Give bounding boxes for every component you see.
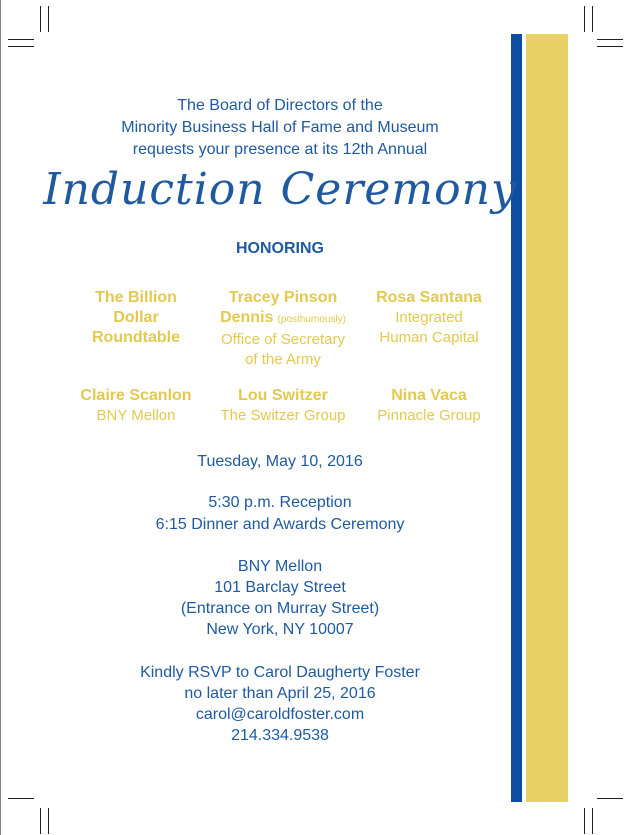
crop-mark: [597, 46, 623, 47]
honoring-label: HONORING: [236, 240, 324, 257]
honoree-name: Nina Vaca: [391, 387, 467, 404]
schedule-item: 6:15 Dinner and Awards Ceremony: [155, 516, 405, 533]
honoree-org: Pinnacle Group: [377, 407, 481, 424]
crop-mark: [597, 39, 623, 40]
crop-mark: [40, 808, 41, 834]
crop-mark: [40, 6, 41, 32]
intro-line: requests your presence at its 12th Annual: [132, 141, 428, 158]
crop-mark: [8, 39, 34, 40]
rsvp-info: [40, 662, 520, 746]
honoree-rosa-santana: [349, 288, 509, 348]
honoree-lou-switzer: [203, 386, 363, 426]
honoree-name: Roundtable: [92, 329, 180, 346]
venue-line: (Entrance on Murray Street): [180, 600, 380, 617]
honoree-name: Tracey Pinson: [228, 289, 338, 306]
event-date: Tuesday, May 10, 2016: [197, 453, 363, 470]
event-venue: [40, 556, 520, 640]
crop-mark: [48, 6, 49, 32]
crop-mark: [592, 6, 593, 32]
crop-mark: [584, 808, 585, 834]
honoree-billion-dollar-roundtable: [56, 288, 216, 348]
crop-mark: [597, 798, 623, 799]
rsvp-phone: 214.334.9538: [231, 727, 329, 744]
honoree-claire-scanlon: [56, 386, 216, 426]
intro-line: Minority Business Hall of Fame and Museum: [121, 119, 439, 136]
honoree-name: Lou Switzer: [238, 387, 328, 404]
honoree-org: BNY Mellon: [96, 407, 176, 424]
rsvp-email: carol@caroldfoster.com: [195, 706, 365, 723]
crop-mark: [592, 808, 593, 834]
page-edge: [0, 0, 1, 835]
honoree-name: Claire Scanlon: [80, 387, 192, 404]
gold-stripe: [526, 34, 568, 802]
honoree-org: Office of Secretary: [221, 331, 345, 348]
crop-mark: [8, 798, 34, 799]
crop-mark: [8, 46, 34, 47]
schedule-item: 5:30 p.m. Reception: [208, 494, 352, 511]
intro-text: [40, 95, 520, 161]
honoree-org: Human Capital: [379, 329, 479, 346]
honoree-org: Integrated: [395, 309, 463, 326]
honoree-org: of the Army: [245, 351, 321, 368]
honoree-note: (posthumously): [277, 314, 346, 325]
honoree-org: The Switzer Group: [220, 407, 346, 424]
event-title: Induction Ceremony: [43, 164, 517, 215]
event-schedule: [40, 492, 520, 536]
honoree-name: Dollar: [113, 309, 159, 326]
crop-mark: [48, 808, 49, 834]
rsvp-line: no later than April 25, 2016: [184, 685, 376, 702]
honoree-name: The Billion: [95, 289, 177, 306]
honoree-name: Dennis: [220, 309, 274, 326]
rsvp-line: Kindly RSVP to Carol Daugherty Foster: [140, 664, 420, 681]
honoree-nina-vaca: [349, 386, 509, 426]
venue-line: 101 Barclay Street: [214, 579, 346, 596]
crop-mark: [584, 6, 585, 32]
honoree-tracey-pinson-dennis: [203, 288, 363, 370]
venue-line: BNY Mellon: [237, 558, 323, 575]
venue-line: New York, NY 10007: [206, 621, 354, 638]
honoree-name: Rosa Santana: [376, 289, 482, 306]
intro-line: The Board of Directors of the: [177, 97, 383, 114]
